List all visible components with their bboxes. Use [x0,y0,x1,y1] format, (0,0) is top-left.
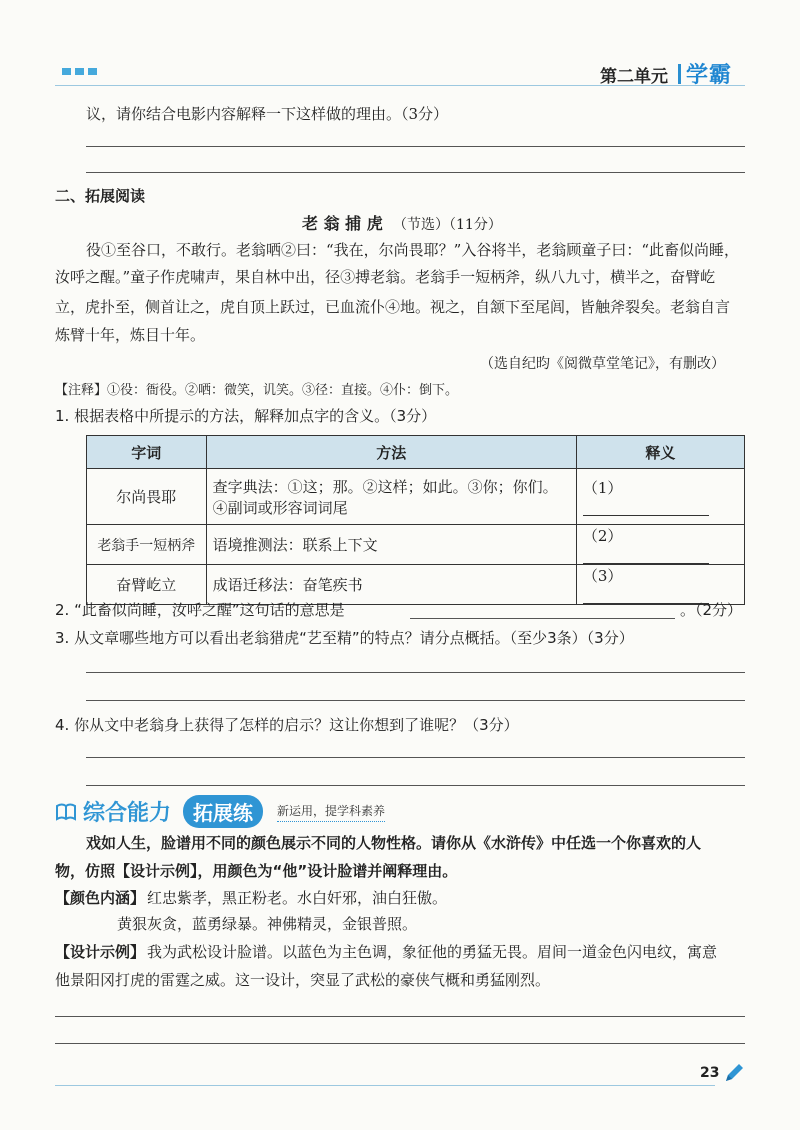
color-meaning: 红忠紫孝，黑正粉老。水白奸邪，油白狂傲。 [147,889,448,907]
section-pill: 拓展练 [183,795,263,828]
footer-rule [55,1085,715,1086]
answer-line[interactable] [86,757,745,758]
answer-line[interactable] [55,1016,745,1017]
table-row [87,565,745,605]
section-name: 综合能力 [83,801,172,826]
answer-line[interactable] [86,146,745,147]
answer-number: （3） [582,567,623,585]
passage-line: 炼臂十年，炼目十年。 [55,326,206,344]
answer-number: （1） [582,479,623,497]
answer-line[interactable] [55,1043,745,1044]
section-heading: 二、拓展阅读 [55,187,146,205]
section-banner [55,795,385,828]
question-4: 4. 你从文中老翁身上获得了怎样的启示？这让你想到了谁呢？（3分） [55,716,519,734]
answer-line[interactable] [86,172,745,173]
table-answer[interactable] [576,565,744,605]
question-2-points: 。（2分） [680,601,743,619]
table-row [87,525,745,565]
passage-title-note: （节选）（11分） [393,217,502,233]
section-subtitle: 新运用，提学科素养 [277,802,385,822]
example-label: 【设计示例】 [55,943,146,961]
question-1: 1. 根据表格中所提示的方法，解释加点字的含义。（3分） [55,407,437,425]
answer-blank[interactable] [583,500,709,516]
answer-number: （2） [582,527,623,545]
prev-question: 议，请你结合电影内容解释一下这样做的理由。（3分） [86,105,449,123]
method-line: ④副词或形容词词尾 [212,498,348,517]
question-3: 3. 从文章哪些地方可以看出老翁猎虎“艺至精”的特点？请分点概括。（至少3条）（3分） [55,629,634,647]
task-intro: 戏如人生，脸谱用不同的颜色展示不同的人物性格。请你从《水浒传》中任选一个你喜欢的人 [86,834,702,852]
passage-notes: 【注释】①役：衙役。②哂：微笑，讥笑。③径：直接。④仆：倒下。 [55,383,459,398]
table-word: 老翁手一短柄斧 [87,525,207,565]
answer-line[interactable] [86,785,745,786]
table-header: 字词 [87,436,207,469]
color-label: 【颜色内涵】 [55,889,146,907]
passage-source: （选自纪昀《阅微草堂笔记》，有删改） [480,356,725,372]
passage-line: 立，虎扑至，侧首让之，虎自顶上跃过，已血流仆④地。视之，自颔下至尾闾，皆触斧裂矣。老翁自言 [55,298,731,316]
question-2: 2. “此畜似尚睡，汝呼之醒”这句话的意思是 [55,601,345,619]
passage-title: 老 翁 捕 虎 [302,214,383,233]
word-table [86,435,745,605]
table-header: 方法 [206,436,576,469]
table-word: 尔尚畏耶 [87,469,207,525]
color-meaning: 黄狠灰贪，蓝勇绿暴。神佛精灵，金银普照。 [117,915,418,933]
table-method [206,469,576,525]
page-number: 23 [700,1065,720,1081]
example-text: 他景阳冈打虎的雷霆之威。这一设计，突显了武松的豪侠气概和勇猛刚烈。 [55,971,551,989]
answer-line[interactable] [86,672,745,673]
task-intro: 物，仿照【设计示例】，用颜色为“他”设计脸谱并阐释理由。 [55,862,458,880]
table-header: 释义 [576,436,744,469]
pencil-icon [723,1062,745,1084]
table-method: 语境推测法：联系上下文 [206,525,576,565]
table-method: 成语迁移法：奋笔疾书 [206,565,576,605]
brand-logo: 学霸 [686,63,733,88]
table-row [87,469,745,525]
brand-divider [678,64,681,84]
answer-blank[interactable] [583,548,709,564]
book-icon [55,802,77,822]
table-answer[interactable] [576,469,744,525]
table-word: 奋臂屹立 [87,565,207,605]
unit-label: 第二单元 [600,67,668,87]
passage-line: 汝呼之醒。”童子作虎啸声，果自林中出，径③搏老翁。老翁手一短柄斧，纵八九寸，横半之，奋臂屹 [55,268,716,286]
example-text: 我为武松设计脸谱。以蓝色为主色调，象征他的勇猛无畏。眉间一道金色闪电纹，寓意 [147,943,718,961]
method-line: 查字典法：①这；那。②这样；如此。③你；你们。 [212,477,558,496]
table-answer[interactable] [576,525,744,565]
passage-line: 役①至谷口，不敢行。老翁哂②曰：“我在，尔尚畏耶？”入谷将半，老翁顾童子曰：“此畜似尚睡， [86,241,740,259]
answer-blank[interactable] [410,618,675,619]
header-decoration [62,68,97,75]
answer-line[interactable] [86,700,745,701]
